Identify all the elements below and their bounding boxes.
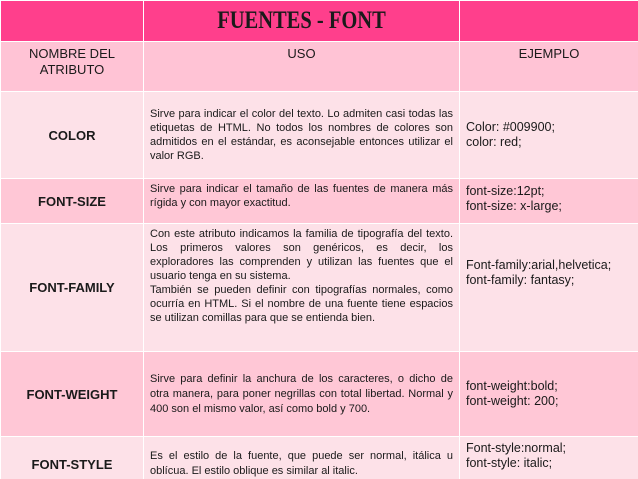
table-row-font-style (1, 437, 638, 479)
attr-cell (1, 352, 144, 437)
attribute-example (460, 379, 638, 409)
title-right-cell (460, 1, 638, 42)
example-line: Font-family:arial,helvetica; (466, 258, 612, 272)
attr-cell (1, 92, 144, 179)
attribute-usage: Sirve para definir la anchura de los caracteres, o dicho de otra manera, para poner negrillas con total libertad. Normal y 400 son el mismo valor, así como bold y 700. (150, 372, 453, 415)
header-cell-ejemplo (460, 42, 638, 92)
column-header-ejemplo: EJEMPLO (518, 46, 580, 61)
ejemplo-cell (460, 92, 638, 179)
ejemplo-cell (460, 437, 638, 479)
title-row (1, 1, 638, 42)
attribute-name: FONT-SIZE (38, 193, 106, 209)
ejemplo-cell (460, 224, 638, 352)
table-row-font-family (1, 224, 638, 352)
attr-cell (1, 224, 144, 352)
attribute-usage: Es el estilo de la fuente, que puede ser normal, itálica u oblícua. El estilo oblique es similar al italic. (150, 450, 453, 477)
uso-cell (144, 179, 460, 224)
example-line: color: red; (466, 135, 522, 149)
example-line: font-style: italic; (466, 456, 553, 470)
column-header-uso: USO (287, 46, 316, 61)
example-line: font-size: x-large; (466, 199, 562, 213)
attribute-example (460, 224, 638, 288)
example-line: font-size:12pt; (466, 184, 545, 198)
header-cell-attr (1, 42, 144, 92)
ejemplo-cell (460, 352, 638, 437)
table-row-font-weight (1, 352, 638, 437)
uso-cell (144, 437, 460, 479)
example-line: font-weight:bold; (466, 379, 558, 393)
attribute-name: COLOR (48, 127, 96, 143)
attr-cell (1, 437, 144, 479)
attribute-name: FONT-FAMILY (29, 280, 115, 295)
attribute-name: FONT-WEIGHT (26, 386, 118, 402)
attr-cell (1, 179, 144, 224)
table-row-color (1, 92, 638, 179)
title-left-cell (1, 1, 144, 42)
page-title: FUENTES - FONT (217, 7, 386, 34)
attribute-name: FONT-STYLE (31, 456, 113, 472)
uso-cell (144, 224, 460, 352)
header-cell-uso (144, 42, 460, 92)
example-line: font-family: fantasy; (466, 273, 575, 287)
example-line: Font-style:normal; (466, 441, 567, 455)
table-row-font-size (1, 179, 638, 224)
example-line: Color: #009900; (466, 120, 555, 134)
header-row (1, 42, 638, 92)
attribute-example (460, 120, 638, 150)
attribute-example (460, 437, 638, 471)
attribute-example (460, 179, 638, 214)
attribute-usage: Con este atributo indicamos la familia de tipografía del texto. Los primeros valores son genéricos, es decir, los exploradores las comprenden y utilizan las fuentes que el usuario tenga en su sistema. También se pueden definir con tipografías normales, como ocurría en HTML. Si el nombre de una fuente tiene espacios se utilizan comillas para que se entienda bien. (150, 228, 453, 324)
uso-cell (144, 92, 460, 179)
ejemplo-cell (460, 179, 638, 224)
title-cell (144, 1, 460, 42)
attribute-usage: Sirve para indicar el color del texto. Lo admiten casi todas las etiquetas de HTML. No todos los nombres de colores son admitidos en el estándar, es aconsejable entonces utilizar el valor RGB. (150, 108, 453, 162)
uso-cell (144, 352, 460, 437)
attribute-usage: Sirve para indicar el tamaño de las fuentes de manera más rígida y con mayor exactitud. (150, 183, 453, 209)
column-header-attribute: NOMBRE DEL ATRIBUTO (29, 46, 115, 77)
example-line: font-weight: 200; (466, 394, 559, 408)
